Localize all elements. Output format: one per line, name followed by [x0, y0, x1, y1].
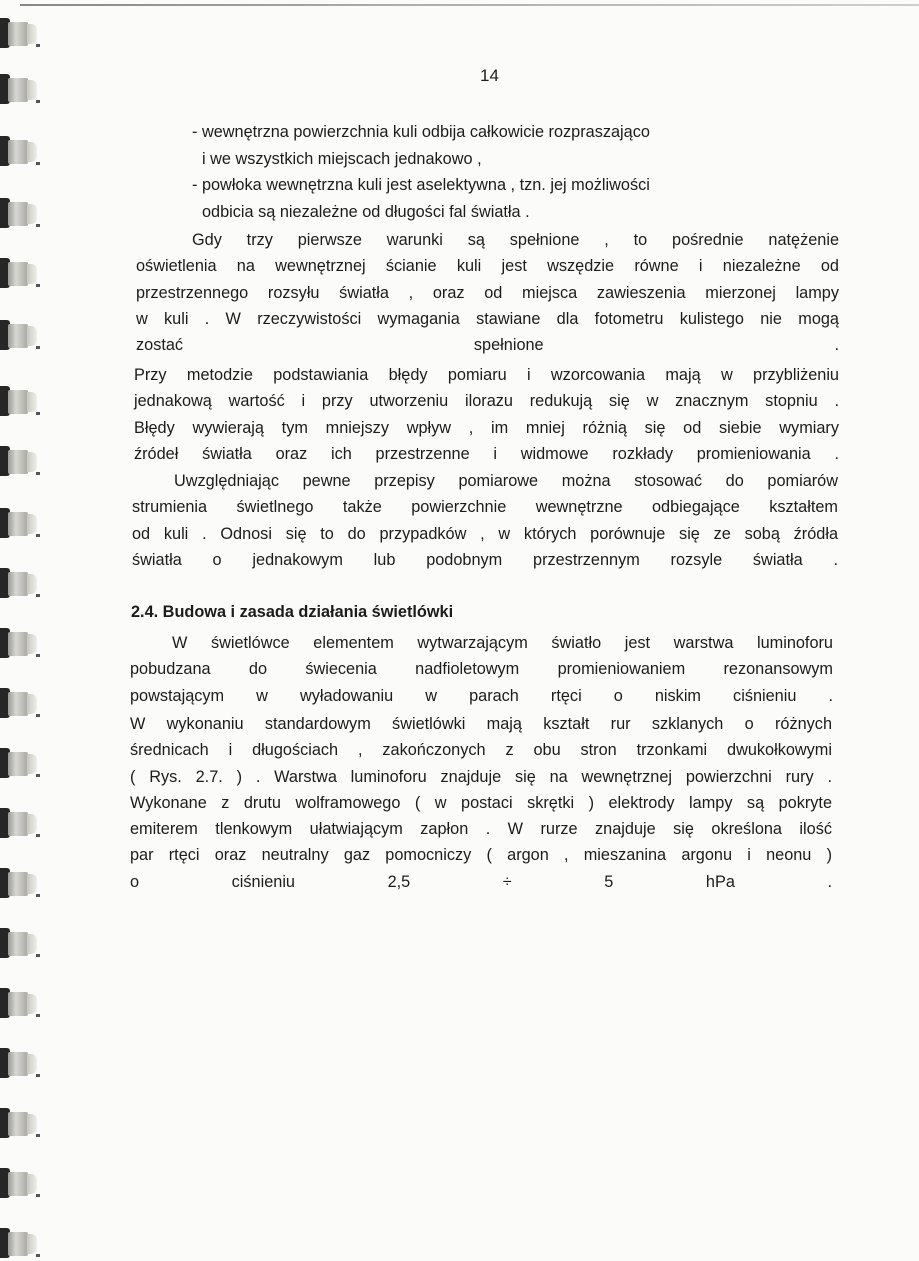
binding-ring — [0, 868, 40, 898]
binding-ring — [0, 628, 40, 658]
text-line: przestrzennego rozsyłu światła , oraz od miejsca zawieszenia mierzonej lampy — [136, 283, 839, 302]
text-line: strumienia świetlnego także powierzchnie wewnętrzne odbiegające kształtem — [132, 498, 838, 517]
text-line: źródeł światła oraz ich przestrzenne i widmowe rozkłady promieniowania . — [134, 444, 839, 463]
paragraph — [132, 468, 838, 573]
text-line: ( Rys. 2.7. ) . Warstwa luminoforu znajduje się na wewnętrznej powierzchni rury . — [130, 767, 832, 786]
binding-ring — [0, 198, 40, 228]
text-line: średnicach i długościach , zakończonych z obu stron trzonkami dwukołkowymi — [130, 741, 832, 760]
text-line: światła o jednakowym lub podobnym przestrzennym rozsyle światła . — [132, 550, 838, 569]
binding-ring — [0, 74, 40, 104]
paragraph — [130, 630, 833, 709]
paragraph — [134, 362, 839, 467]
page-top-edge — [20, 4, 919, 6]
bullet-item-line: - powłoka wewnętrzna kuli jest aselektywna , tzn. jej możliwości — [192, 176, 650, 194]
binding-ring — [0, 1228, 40, 1258]
text-line: W świetlówce elementem wytwarzającym światło jest warstwa luminoforu — [172, 634, 833, 652]
binding-ring — [0, 808, 40, 838]
binding-ring — [0, 568, 40, 598]
binding-ring — [0, 748, 40, 778]
text-line: par rtęci oraz neutralny gaz pomocniczy ( argon , mieszanina argonu i neonu ) — [130, 846, 832, 865]
binding-ring — [0, 18, 40, 48]
text-line: pobudzana do świecenia nadfioletowym promieniowaniem rezonansowym — [130, 660, 833, 679]
text-line: emiterem tlenkowym ułatwiającym zapłon . W rurze znajduje się określona ilość — [130, 820, 832, 839]
bullet-item-line: - wewnętrzna powierzchnia kuli odbija całkowicie rozpraszająco — [192, 123, 650, 141]
text-line: Wykonane z drutu wolframowego ( w postaci skrętki ) elektrody lampy są pokryte — [130, 793, 832, 812]
binding-ring — [0, 928, 40, 958]
binding-ring — [0, 1108, 40, 1138]
binding-ring — [0, 688, 40, 718]
binding-ring — [0, 1048, 40, 1078]
text-line: w kuli . W rzeczywistości wymagania stawiane dla fotometru kulistego nie mogą — [136, 309, 839, 328]
binding-ring — [0, 1168, 40, 1198]
spiral-binding — [0, 0, 44, 1261]
bullet-item-line: i we wszystkich miejscach jednakowo , — [202, 149, 482, 168]
binding-ring — [0, 508, 40, 538]
paragraph — [136, 227, 839, 358]
binding-ring — [0, 258, 40, 288]
bullet-list — [192, 119, 742, 225]
text-line: jednakową wartość i przy utworzeniu ilorazu redukują się w znacznym stopniu . — [134, 392, 839, 411]
text-line: Przy metodzie podstawiania błędy pomiaru i wzorcowania mają w przybliżeniu — [134, 366, 839, 384]
text-line: Uwzględniając pewne przepisy pomiarowe można stosować do pomiarów — [174, 472, 838, 490]
text-line: zostać spełnione . — [136, 336, 839, 355]
text-line: od kuli . Odnosi się to do przypadków , w których porównuje się ze sobą źródła — [132, 524, 838, 543]
paragraph — [130, 711, 832, 895]
page-number: 14 — [480, 66, 499, 85]
binding-ring — [0, 386, 40, 416]
text-line: powstającym w wyładowaniu w parach rtęci o niskim ciśnieniu . — [130, 686, 833, 705]
text-line: Błędy wywierają tym mniejszy wpływ , im mniej różnią się od siebie wymiary — [134, 418, 839, 437]
text-line: oświetlenia na wewnętrznej ścianie kuli jest wszędzie równe i niezależne od — [136, 257, 839, 276]
binding-ring — [0, 446, 40, 476]
binding-ring — [0, 320, 40, 350]
section-heading: 2.4. Budowa i zasada działania świetlówki — [131, 603, 454, 621]
binding-ring — [0, 136, 40, 166]
text-line: o ciśnieniu 2,5 ÷ 5 hPa . — [130, 872, 832, 891]
text-line: Gdy trzy pierwsze warunki są spełnione , to pośrednie natężenie — [192, 231, 839, 249]
text-line: W wykonaniu standardowym świetlówki mają kształt rur szklanych o różnych — [130, 715, 832, 733]
binding-ring — [0, 988, 40, 1018]
bullet-item-line: odbicia są niezależne od długości fal światła . — [202, 202, 530, 221]
